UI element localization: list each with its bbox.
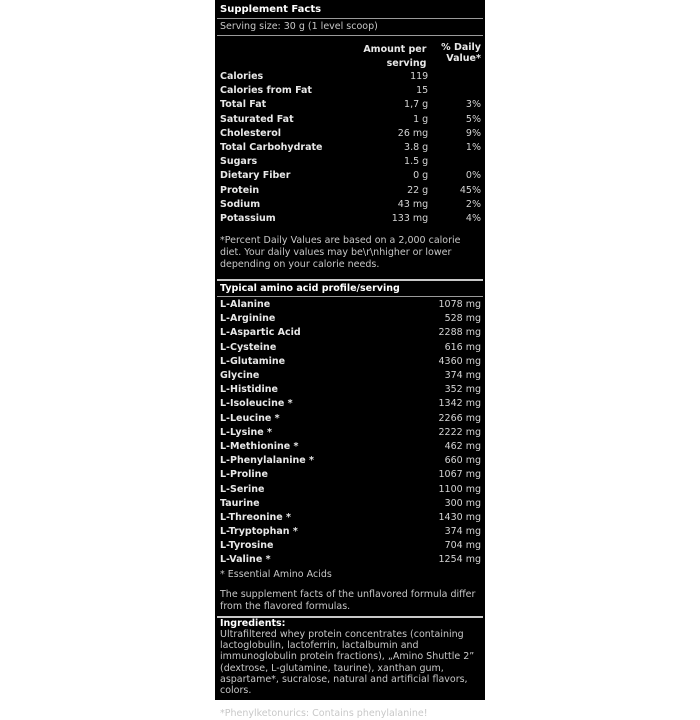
amino-value: 2222 mg [438,426,481,438]
nutrient-amount: 1 g [413,113,429,125]
amino-row [215,383,485,397]
amino-value: 616 mg [444,341,481,353]
nutrient-daily-value: 1% [465,141,481,153]
nutrient-daily-value: 45% [459,184,481,196]
amino-name: L-Phenylalanine * [220,455,314,467]
amino-name: L-Histidine [220,384,278,396]
amino-value: 2288 mg [438,327,481,339]
nutrient-row [215,198,485,212]
amino-value: 462 mg [444,440,481,452]
amino-name: L-Cysteine [220,341,277,353]
nutrient-amount: 26 mg [397,127,429,139]
nutrient-amount: 22 g [407,184,429,196]
serving-size: Serving size: 30 g (1 level scoop) [220,21,378,32]
nutrient-name: Total Fat [220,99,267,111]
amino-row [215,312,485,326]
ingredients-title: Ingredients: [220,617,286,629]
amino-row [215,298,485,312]
amino-value: 1254 mg [438,554,481,566]
amino-value: 300 mg [444,497,481,509]
ingredients-text: Ultrafiltered whey protein concentrates (containing lactoglobulin, lactoferrin, lactalbumin and immunoglobulin protein fractions), „Amino Shuttle 2” (dextrose, L-glutamine, taurine), xanthan gum, aspartame*, sucralose, natural and artificial flavors, colors. [220,628,475,697]
amino-name: L-Proline [220,469,268,481]
nutrient-row [215,184,485,198]
phenylketonurics-note: *Phenylketonurics: Contains phenylalanine! [220,708,428,720]
amino-value: 2266 mg [438,412,481,424]
amino-row [215,539,485,553]
nutrient-amount: 3.8 g [404,141,429,153]
amino-row [215,397,485,411]
nutrient-row [215,127,485,141]
nutrient-name: Saturated Fat [220,113,294,125]
nutrient-row [215,155,485,169]
amino-value: 374 mg [444,370,481,381]
amino-name: L-Lysine * [220,426,272,438]
nutrient-name: Protein [220,184,260,196]
amino-value: 374 mg [444,526,481,538]
daily-value-header: % Daily Value* [441,42,481,64]
nutrient-table [215,69,485,226]
nutrient-name: Dietary Fiber [220,170,291,182]
amino-name: L-Glutamine [220,355,286,367]
nutrient-amount: 1.5 g [404,156,429,168]
nutrient-amount: 119 [410,71,429,82]
nutrient-name: Cholesterol [220,127,282,139]
nutrient-name: Total Carbohydrate [220,141,323,153]
nutrient-name: Calories from Fat [220,85,312,97]
nutrient-name: Sodium [220,198,261,210]
panel-title: Supplement Facts [220,4,322,15]
amino-header: Typical amino acid profile/serving [220,283,400,295]
amino-name: Glycine [220,370,260,381]
amino-name: L-Isoleucine * [220,398,293,410]
supplement-facts-panel [215,0,485,720]
amino-name: L-Aspartic Acid [220,327,301,339]
amino-row [215,369,485,383]
nutrient-daily-value [428,155,481,169]
amino-value: 704 mg [444,540,481,552]
amino-row [215,483,485,497]
nutrient-amount: 1,7 g [404,99,429,111]
amino-row [215,497,485,511]
amino-value: 528 mg [444,313,481,325]
amino-name: L-Threonine * [220,511,291,523]
nutrient-daily-value: 2% [465,198,481,210]
nutrient-daily-value [428,70,481,84]
nutrient-row [215,70,485,84]
nutrient-daily-value: 3% [465,99,481,111]
nutrient-row [215,141,485,155]
amino-name: L-Tyrosine [220,540,274,552]
nutrient-amount: 133 mg [391,212,429,224]
amino-name: L-Methionine * [220,440,299,452]
nutrient-name: Potassium [220,212,276,224]
amino-row [215,553,485,567]
formula-note: The supplement facts of the unflavored formula differ from the flavored formulas. [220,588,476,612]
amino-value: 660 mg [444,455,481,467]
amino-name: L-Tryptophan * [220,526,298,538]
amino-row [215,468,485,482]
amino-name: Taurine [220,497,260,509]
amino-name: L-Serine [220,483,265,495]
nutrient-daily-value: 5% [465,113,481,125]
amino-row [215,440,485,454]
nutrient-row [215,84,485,98]
nutrient-amount: 15 [416,85,429,97]
nutrient-row [215,169,485,183]
amino-value: 352 mg [444,384,481,396]
nutrient-row [215,113,485,127]
amino-name: L-Leucine * [220,412,280,424]
nutrient-name: Calories [220,71,264,82]
amino-row [215,426,485,440]
nutrient-amount: 0 g [413,170,429,182]
amino-row [215,511,485,525]
amino-row [215,412,485,426]
amino-value: 1342 mg [438,398,481,410]
nutrient-daily-value: 0% [465,170,481,182]
amino-row [215,355,485,369]
amino-name: L-Valine * [220,554,271,566]
amino-value: 1100 mg [438,483,481,495]
nutrient-daily-value [428,84,481,98]
nutrient-daily-value: 4% [465,212,481,224]
amino-value: 4360 mg [438,355,481,367]
amino-value: 1430 mg [438,511,481,523]
nutrient-daily-value: 9% [465,127,481,139]
nutrient-header-row [215,36,485,69]
amino-row [215,454,485,468]
essential-note: * Essential Amino Acids [220,568,332,580]
amino-row [215,326,485,340]
nutrient-row [215,98,485,112]
amino-row [215,525,485,539]
nutrient-name: Sugars [220,156,258,168]
amino-name: L-Alanine [220,299,271,311]
amino-table [215,297,485,568]
amino-name: L-Arginine [220,313,276,325]
amino-value: 1067 mg [438,469,481,481]
daily-value-note: *Percent Daily Values are based on a 2,000 calorie diet. Your daily values may be\r\nhigher or lower depending on your calorie needs. [220,235,461,271]
amino-row [215,341,485,355]
nutrient-amount: 43 mg [397,198,429,210]
amino-value: 1078 mg [438,299,481,311]
amount-header: Amount per serving [363,44,427,69]
nutrient-row [215,212,485,226]
